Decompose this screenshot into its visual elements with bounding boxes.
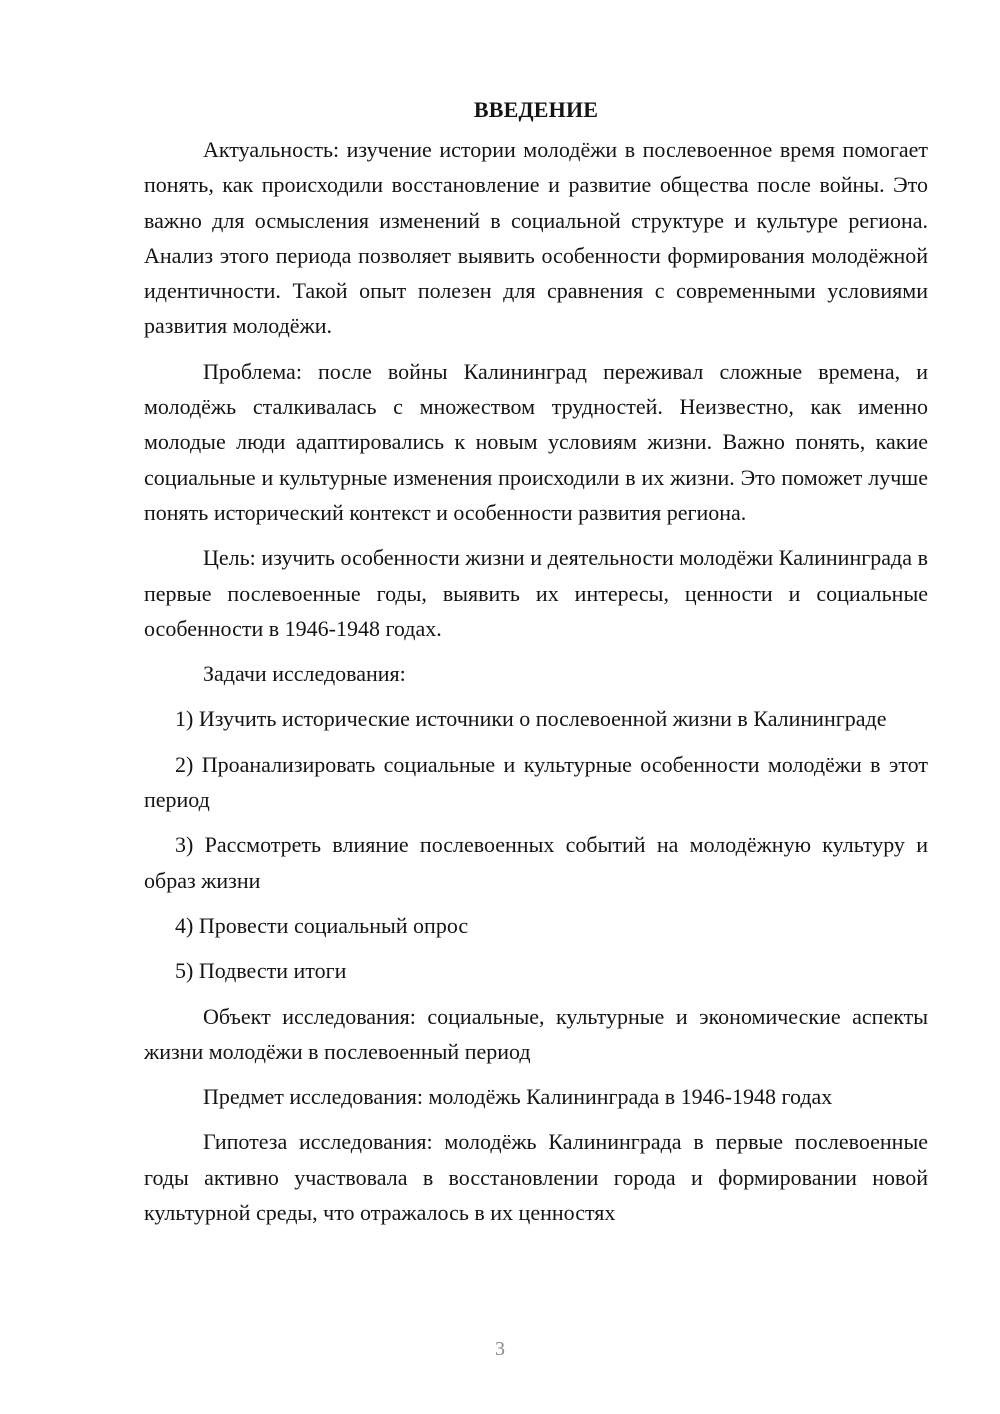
paragraph-subject: Предмет исследования: молодёжь Калининграда в 1946-1948 годах <box>203 1084 833 1110</box>
paragraph-problem: Проблема: после войны Калининград переживал сложные времена, и молодёжь сталкивалась с множеством трудностей. Неизвестно, как именно молодые люди адаптировались к новым условиям жизни. Важно понять, какие социальные и культурные изменения происходили в их жизни. Это поможет лучше понять исторический контекст и особенности развития региона. <box>144 358 928 525</box>
paragraph-object: Объект исследования: социальные, культурные и экономические аспекты жизни молодёжи в послевоенный период <box>144 1003 928 1064</box>
task-item-4: 4) Провести социальный опрос <box>175 912 469 938</box>
task-item-5: 5) Подвести итоги <box>175 958 347 984</box>
section-title: ВВЕДЕНИЕ <box>473 97 599 122</box>
task-item-1: 1) Изучить исторические источники о послевоенной жизни в Калининграде <box>175 706 887 732</box>
paragraph-hypothesis: Гипотеза исследования: молодёжь Калининграда в первые послевоенные годы активно участвовала в восстановлении города и формировании новой культурной среды, что отражалось в их ценностях <box>144 1129 928 1226</box>
document-page <box>144 94 928 1230</box>
paragraph-goal: Цель: изучить особенности жизни и деятельности молодёжи Калининграда в первые послевоенные годы, выявить их интересы, ценности и социальные особенности в 1946-1948 годах. <box>144 545 928 641</box>
task-item-3: 3) Рассмотреть влияние послевоенных событий на молодёжную культуру и образ жизни <box>144 832 928 893</box>
page-number: 3 <box>495 1338 505 1360</box>
task-item-2: 2) Проанализировать социальные и культурные особенности молодёжи в этот период <box>144 751 928 813</box>
paragraph-actuality: Актуальность: изучение истории молодёжи в послевоенное время помогает понять, как происходили восстановление и развитие общества после войны. Это важно для осмысления изменений в социальной структуре и культуре региона. Анализ этого периода позволяет выявить особенности формирования молодёжной идентичности. Такой опыт полезен для сравнения с современными условиями развития молодёжи. <box>144 137 928 339</box>
tasks-heading: Задачи исследования: <box>203 661 406 687</box>
